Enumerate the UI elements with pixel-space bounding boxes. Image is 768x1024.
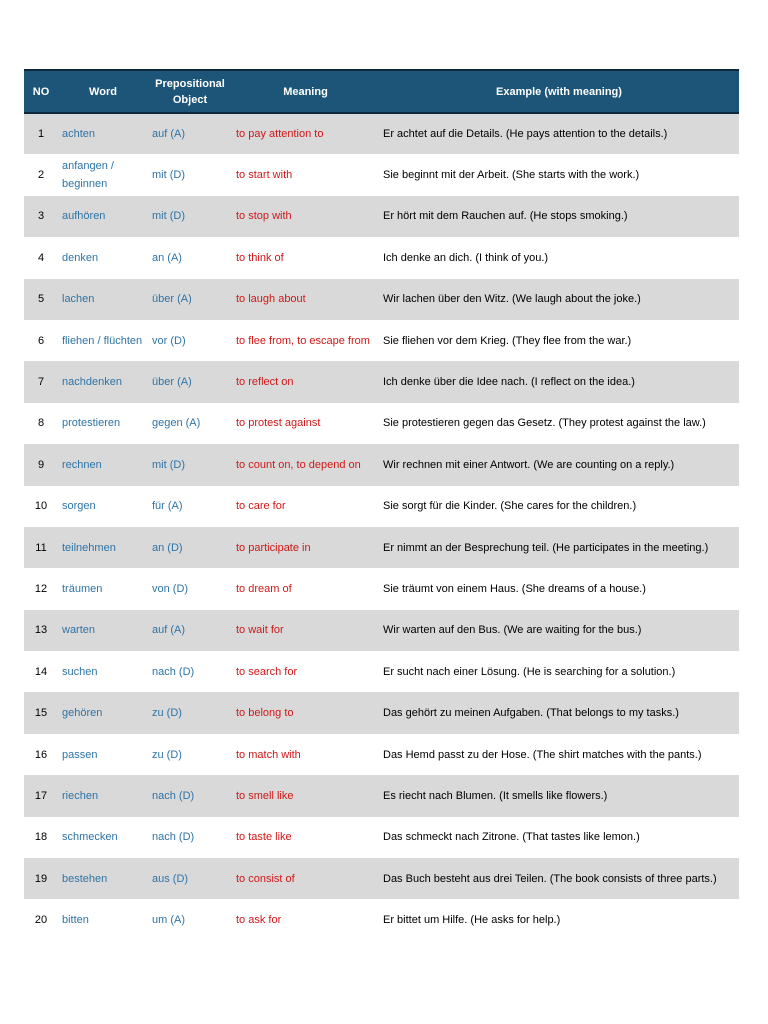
cell-meaning: to reflect on: [236, 376, 294, 389]
cell-prep: nach (D): [152, 665, 195, 678]
cell-word: passen: [62, 748, 98, 761]
cell-example: Das gehört zu meinen Aufgaben. (That belongs to my tasks.): [383, 707, 679, 720]
cell-meaning: to ask for: [236, 914, 282, 927]
cell-no: 19: [34, 872, 48, 885]
table-row: [24, 486, 739, 527]
cell-no: 20: [34, 914, 48, 927]
cell-word: teilnehmen: [62, 541, 116, 554]
cell-word: achten: [62, 128, 96, 141]
cell-no: 7: [37, 376, 45, 389]
table-row: [24, 775, 739, 816]
cell-meaning: to start with: [236, 169, 293, 182]
cell-meaning: to smell like: [236, 789, 294, 802]
cell-no: 4: [37, 251, 45, 264]
header-prepositional-object: Prepositional Object: [148, 70, 232, 113]
cell-no: 15: [34, 707, 48, 720]
cell-word: schmecken: [62, 831, 118, 844]
table-row: [24, 651, 739, 692]
cell-meaning: to count on, to depend on: [236, 458, 361, 471]
table-row: [24, 568, 739, 609]
verb-preposition-table: [24, 69, 739, 941]
cell-no: 14: [34, 665, 48, 678]
cell-prep: auf (A): [152, 128, 186, 141]
cell-word: protestieren: [62, 417, 121, 430]
cell-word: suchen: [62, 665, 98, 678]
cell-prep: an (A): [152, 251, 182, 264]
cell-meaning: to think of: [236, 251, 284, 264]
table-row: [24, 858, 739, 899]
table-row: [24, 361, 739, 402]
cell-example: Er nimmt an der Besprechung teil. (He participates in the meeting.): [383, 541, 709, 554]
table-row: [24, 320, 739, 361]
cell-meaning: to flee from, to escape from: [236, 334, 370, 347]
cell-example: Er hört mit dem Rauchen auf. (He stops smoking.): [383, 210, 628, 223]
cell-no: 17: [34, 789, 48, 802]
cell-example: Sie beginnt mit der Arbeit. (She starts with the work.): [383, 169, 640, 182]
table-row: [24, 817, 739, 858]
cell-meaning: to dream of: [236, 582, 292, 595]
cell-no: 1: [37, 128, 45, 141]
cell-no: 9: [37, 458, 45, 471]
cell-word: gehören: [62, 707, 103, 720]
cell-word: bitten: [62, 914, 89, 927]
cell-example: Sie fliehen vor dem Krieg. (They flee from the war.): [383, 334, 632, 347]
cell-prep: von (D): [152, 582, 189, 595]
header-no: NO: [24, 70, 58, 113]
cell-prep: nach (D): [152, 831, 195, 844]
cell-no: 5: [37, 293, 45, 306]
cell-prep: mit (D): [152, 210, 185, 223]
table-row: [24, 237, 739, 278]
table-row: [24, 610, 739, 651]
cell-example: Sie sorgt für die Kinder. (She cares for the children.): [383, 500, 637, 513]
cell-meaning: to stop with: [236, 210, 292, 223]
cell-word: lachen: [62, 293, 95, 306]
cell-prep: zu (D): [152, 748, 182, 761]
cell-example: Ich denke über die Idee nach. (I reflect on the idea.): [383, 376, 635, 389]
cell-example: Ich denke an dich. (I think of you.): [383, 251, 549, 264]
cell-prep: an (D): [152, 541, 183, 554]
table-row: [24, 113, 739, 154]
cell-example: Er achtet auf die Details. (He pays attention to the details.): [383, 128, 668, 141]
cell-word: warten: [62, 624, 96, 637]
cell-prep: nach (D): [152, 789, 195, 802]
cell-word: fliehen / flüchten: [62, 334, 143, 347]
header-example: Example (with meaning): [379, 70, 739, 113]
cell-example: Das schmeckt nach Zitrone. (That tastes like lemon.): [383, 831, 640, 844]
cell-meaning: to participate in: [236, 541, 311, 554]
cell-word: riechen: [62, 789, 99, 802]
table-row: [24, 403, 739, 444]
cell-word: nachdenken: [62, 376, 122, 389]
cell-no: 3: [37, 210, 45, 223]
table-row: [24, 444, 739, 485]
cell-no: 2: [37, 169, 45, 182]
table-row: [24, 734, 739, 775]
cell-word: aufhören: [62, 210, 106, 223]
cell-example: Es riecht nach Blumen. (It smells like flowers.): [383, 789, 608, 802]
cell-example: Sie protestieren gegen das Gesetz. (They protest against the law.): [383, 417, 706, 430]
cell-word: träumen: [62, 582, 103, 595]
cell-meaning: to care for: [236, 500, 286, 513]
cell-meaning: to match with: [236, 748, 301, 761]
cell-prep: mit (D): [152, 169, 185, 182]
cell-prep: mit (D): [152, 458, 185, 471]
cell-meaning: to taste like: [236, 831, 292, 844]
cell-prep: für (A): [152, 500, 183, 513]
cell-meaning: to consist of: [236, 872, 295, 885]
table-row: [24, 899, 739, 940]
header-meaning: Meaning: [232, 70, 379, 113]
cell-example: Er sucht nach einer Lösung. (He is searching for a solution.): [383, 665, 676, 678]
cell-example: Das Buch besteht aus drei Teilen. (The book consists of three parts.): [383, 872, 717, 885]
cell-meaning: to pay attention to: [236, 128, 324, 141]
cell-prep: über (A): [152, 376, 192, 389]
table-row: [24, 196, 739, 237]
cell-word: anfangen / beginnen: [62, 160, 114, 191]
header-word: Word: [58, 70, 148, 113]
table-row: [24, 692, 739, 733]
cell-no: 18: [34, 831, 48, 844]
cell-prep: über (A): [152, 293, 192, 306]
cell-prep: um (A): [152, 914, 185, 927]
cell-prep: aus (D): [152, 872, 189, 885]
verb-preposition-table-container: [24, 69, 739, 941]
cell-word: denken: [62, 251, 99, 264]
cell-example: Wir rechnen mit einer Antwort. (We are counting on a reply.): [383, 458, 675, 471]
table-row: [24, 279, 739, 320]
cell-no: 10: [34, 500, 48, 513]
cell-no: 12: [34, 582, 48, 595]
cell-example: Wir warten auf den Bus. (We are waiting for the bus.): [383, 624, 642, 637]
cell-prep: vor (D): [152, 334, 186, 347]
cell-prep: gegen (A): [152, 417, 201, 430]
cell-no: 16: [34, 748, 48, 761]
cell-example: Wir lachen über den Witz. (We laugh about the joke.): [383, 293, 641, 306]
table-row: [24, 527, 739, 568]
cell-no: 13: [34, 624, 48, 637]
table-body: [24, 113, 739, 941]
cell-prep: zu (D): [152, 707, 182, 720]
cell-meaning: to protest against: [236, 417, 321, 430]
cell-meaning: to belong to: [236, 707, 294, 720]
cell-prep: auf (A): [152, 624, 186, 637]
cell-example: Sie träumt von einem Haus. (She dreams of a house.): [383, 582, 646, 595]
cell-word: sorgen: [62, 500, 96, 513]
cell-example: Er bittet um Hilfe. (He asks for help.): [383, 914, 561, 927]
cell-no: 11: [35, 541, 47, 554]
cell-meaning: to search for: [236, 665, 298, 678]
cell-meaning: to wait for: [236, 624, 284, 637]
table-row: [24, 154, 739, 195]
cell-word: rechnen: [62, 458, 102, 471]
cell-no: 8: [37, 417, 45, 430]
cell-example: Das Hemd passt zu der Hose. (The shirt matches with the pants.): [383, 748, 702, 761]
cell-word: bestehen: [62, 872, 108, 885]
cell-no: 6: [37, 334, 45, 347]
table-header-row: [24, 70, 739, 113]
cell-meaning: to laugh about: [236, 293, 306, 306]
